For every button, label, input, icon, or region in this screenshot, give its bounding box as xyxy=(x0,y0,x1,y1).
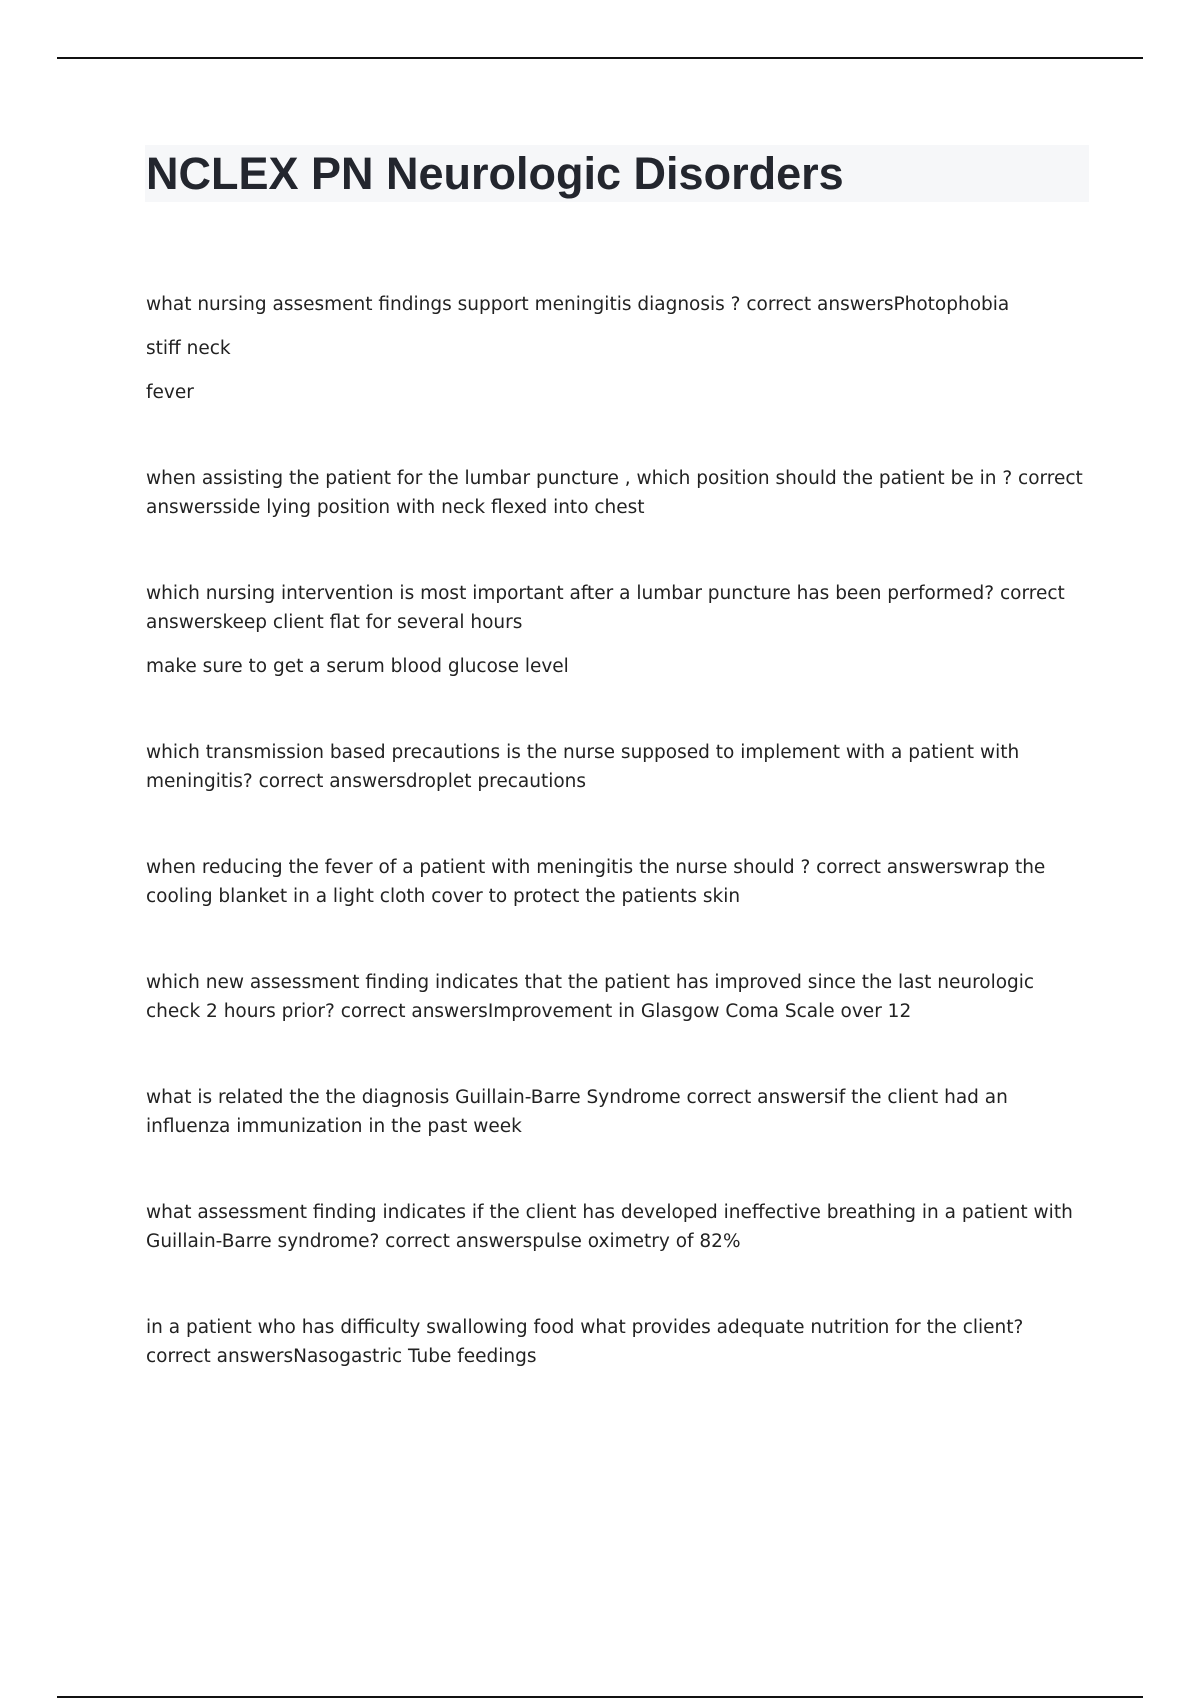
document-title: NCLEX PN Neurologic Disorders xyxy=(146,148,844,199)
top-rule xyxy=(57,57,1143,59)
bottom-rule xyxy=(57,1696,1143,1698)
qa-list xyxy=(146,290,1091,1428)
question-answer: which nursing intervention is most important after a lumbar puncture has been performed? correct answerskeep client flat for several hours xyxy=(146,583,1065,633)
question-answer: what nursing assesment findings support meningitis diagnosis ? correct answersPhotophobia xyxy=(146,294,1010,315)
qa-item xyxy=(146,1083,1091,1141)
answer-extra: fever xyxy=(146,382,194,403)
qa-item xyxy=(146,464,1091,522)
qa-item xyxy=(146,968,1091,1026)
question-answer: what assessment finding indicates if the client has developed ineffective breathing in a patient with Guillain-Barre syndrome? correct answerspulse oximetry of 82% xyxy=(146,1202,1073,1252)
question-answer: which transmission based precautions is the nurse supposed to implement with a patient with meningitis? correct answersdroplet precautions xyxy=(146,742,1020,792)
qa-item xyxy=(146,290,1091,407)
qa-item xyxy=(146,738,1091,796)
question-answer: when reducing the fever of a patient with meningitis the nurse should ? correct answerswrap the cooling blanket in a light cloth cover to protect the patients skin xyxy=(146,857,1046,907)
question-answer: when assisting the patient for the lumbar puncture , which position should the patient be in ? correct answersside lying position with neck flexed into chest xyxy=(146,468,1083,518)
answer-extra: stiff neck xyxy=(146,338,231,359)
answer-extra: make sure to get a serum blood glucose level xyxy=(146,656,569,677)
question-answer: which new assessment finding indicates that the patient has improved since the last neurologic check 2 hours prior? correct answersImprovement in Glasgow Coma Scale over 12 xyxy=(146,972,1035,1022)
qa-item xyxy=(146,853,1091,911)
qa-item xyxy=(146,1198,1091,1256)
qa-item xyxy=(146,579,1091,681)
question-answer: what is related the the diagnosis Guillain-Barre Syndrome correct answersif the client had an influenza immunization in the past week xyxy=(146,1087,1008,1137)
question-answer: in a patient who has difficulty swallowing food what provides adequate nutrition for the client? correct answersNasogastric Tube feedings xyxy=(146,1317,1024,1367)
qa-item xyxy=(146,1313,1091,1371)
